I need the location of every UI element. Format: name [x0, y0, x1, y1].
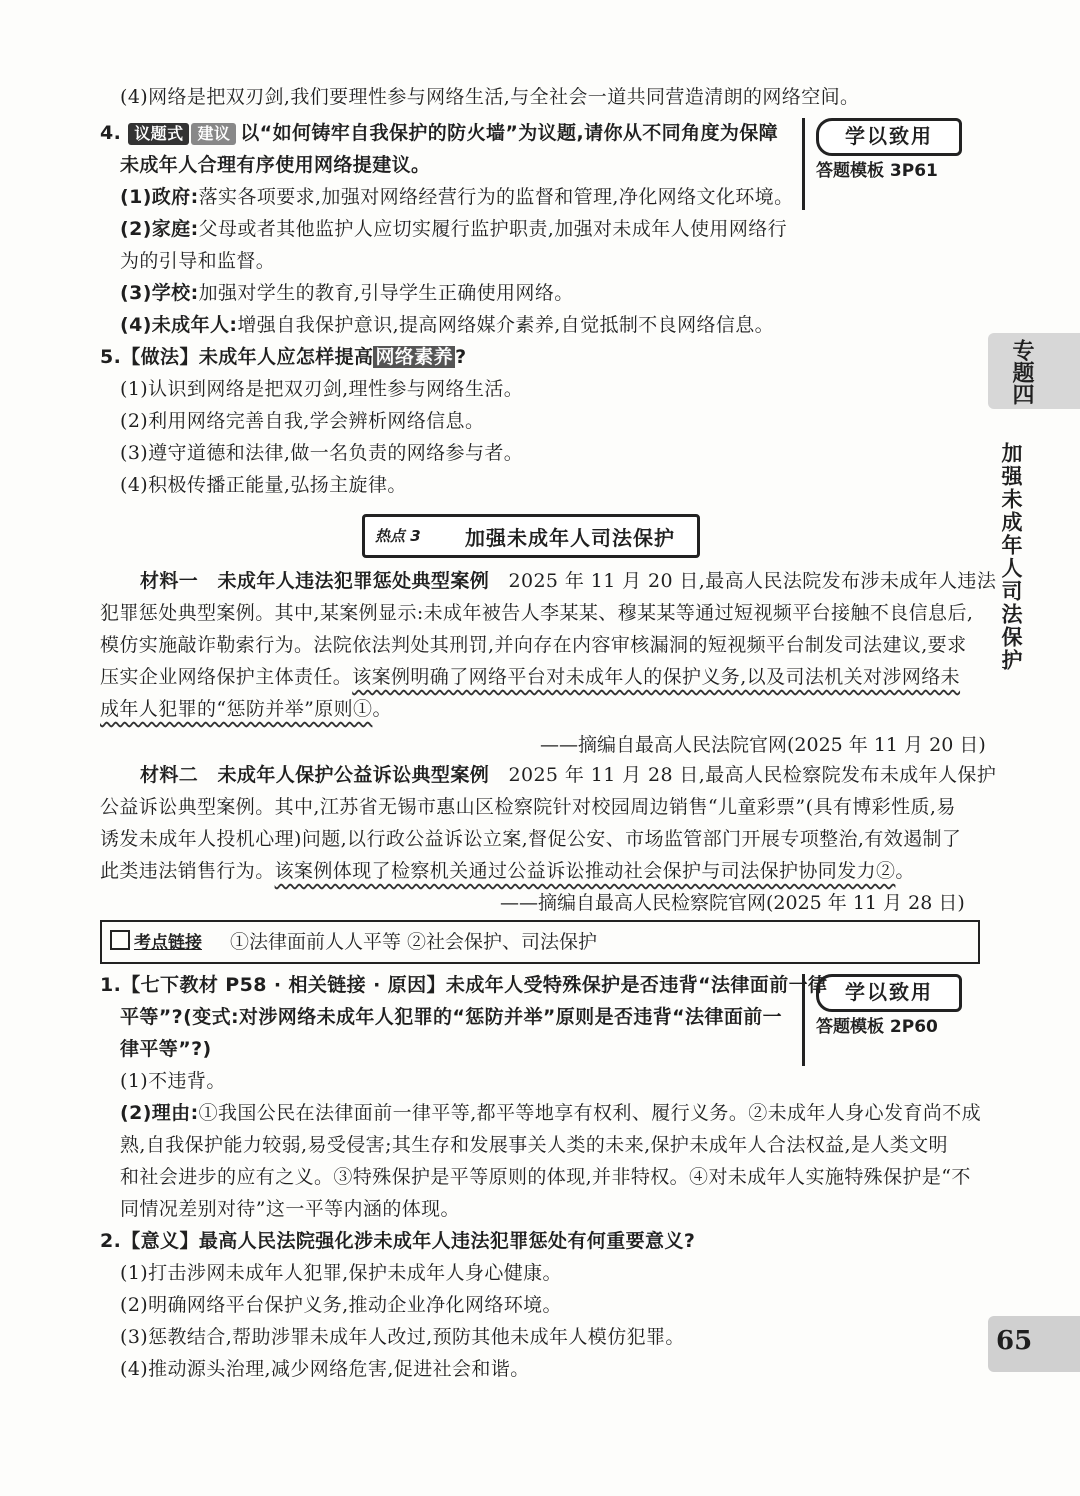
material2-source: ——摘编自最高人民检察院官网(2025 年 11 月 28 日) — [500, 892, 965, 914]
q4-a3-label: (3)学校: — [120, 282, 199, 304]
p2-title: 2.【意义】最高人民法院强化涉未成年人违法犯罪惩处有何重要意义? — [100, 1230, 696, 1252]
exam-point-label-text: 考点链接 — [134, 933, 202, 953]
q4-a3-text: 加强对学生的教育,引导学生正确使用网络。 — [198, 282, 574, 304]
material2-label: 材料二 — [140, 764, 199, 786]
top-line: (4)网络是把双刃剑,我们要理性参与网络生活,与全社会一道共同营造清朗的网络空间。 — [120, 86, 860, 108]
q5-title-a: 5.【做法】未成年人应怎样提高 — [100, 346, 374, 368]
q4-a4-label: (4)未成年人: — [120, 314, 238, 336]
q4-answer-2b: 为的引导和监督。 — [120, 250, 276, 272]
q4-number: 4. — [100, 122, 122, 144]
p1-answer-2b: 熟,自我保护能力较弱,易受侵害;其生存和发展事关人类的未来,保护未成年人合法权益,是人类文明 — [120, 1134, 948, 1156]
q5-answer-4: (4)积极传播正能量,弘扬主旋律。 — [120, 474, 407, 496]
q4-tag-topic: 议题式 — [128, 123, 189, 145]
q4-title-line1 — [100, 118, 778, 148]
answer-template-ref: 答题模板 3P61 — [816, 161, 938, 181]
exam-point-label — [110, 928, 202, 953]
material2-line3: 诱发未成年人投机心理)问题,以行政公益诉讼立案,督促公安、市场监管部门开展专项整治,有效遏制了 — [100, 828, 962, 850]
material2-key-point: 该案例体现了检察机关通过公益诉讼推动社会保护与司法保护协同发力② — [274, 860, 896, 882]
p1-a2-text: ①我国公民在法律面前一律平等,都平等地享有权利、履行义务。②未成年人身心发育尚不成 — [198, 1102, 982, 1124]
p1-answer-2 — [120, 1098, 981, 1128]
page-number: 65 — [996, 1326, 1033, 1356]
material1-text4a: 压实企业网络保护主体责任。 — [100, 666, 353, 688]
p1-answer-1: (1)不违背。 — [120, 1070, 226, 1092]
material2-text1: 2025 年 11 月 28 日,最高人民检察院发布未成年人保护 — [508, 764, 997, 786]
p1-answer-2c: 和社会进步的应有之义。③特殊保护是平等原则的体现,并非特权。④对未成年人实施特殊保护是“不 — [120, 1166, 971, 1188]
pencil-icon — [110, 930, 130, 950]
material1-text1: 2025 年 11 月 20 日,最高人民法院发布涉未成年人违法 — [508, 570, 997, 592]
material2-line4 — [100, 856, 915, 886]
material2-line1 — [140, 760, 996, 790]
p2-answer-3: (3)惩教结合,帮助涉罪未成年人改过,预防其他未成年人模仿犯罪。 — [120, 1326, 685, 1348]
q4-title-a: 以“如何铸牢自我保护的防火墙”为议题,请你从不同角度为保障 — [240, 122, 779, 144]
q5-answer-2: (2)利用网络完善自我,学会辨析网络信息。 — [120, 410, 485, 432]
p1-answer-2d: 同情况差别对待”这一平等内涵的体现。 — [120, 1198, 460, 1220]
practice-pill: 学以致用 — [816, 974, 962, 1012]
exam-point-items: ①法律面前人人平等 ②社会保护、司法保护 — [230, 931, 598, 953]
practice-pill: 学以致用 — [816, 118, 962, 156]
material1-heading: 未成年人违法犯罪惩处典型案例 — [217, 570, 490, 592]
p1-title-line3: 律平等”?) — [120, 1038, 212, 1060]
topic-tab — [988, 333, 1080, 409]
material2-period: 。 — [895, 860, 915, 882]
material2-line2: 公益诉讼典型案例。其中,江苏省无锡市惠山区检察院针对校园周边销售“儿童彩票”(具有博彩性质,易 — [100, 796, 956, 818]
material1-period: 。 — [372, 698, 392, 720]
practice-box-bar — [802, 118, 805, 210]
practice-box-2 — [802, 974, 972, 1066]
exam-point-link-box — [100, 920, 980, 964]
q4-answer-3 — [120, 278, 574, 308]
q5-title-b: ? — [455, 346, 467, 368]
hotspot-header — [362, 514, 700, 558]
q5-answer-3: (3)遵守道德和法律,做一名负责的网络参与者。 — [120, 442, 524, 464]
p2-answer-1: (1)打击涉网未成年人犯罪,保护未成年人身心健康。 — [120, 1262, 562, 1284]
q4-tag-advice: 建议 — [191, 123, 236, 145]
material1-line3: 模仿实施敲诈勒索行为。法院依法判处其刑罚,并向存在内容审核漏洞的短视频平台制发司法建议,要求 — [100, 634, 967, 656]
p2-answer-2: (2)明确网络平台保护义务,推动企业净化网络环境。 — [120, 1294, 562, 1316]
p2-answer-4: (4)推动源头治理,减少网络危害,促进社会和谐。 — [120, 1358, 530, 1380]
material1-label: 材料一 — [140, 570, 199, 592]
p1-a2-label: (2)理由: — [120, 1102, 199, 1124]
vertical-chapter-title: 加强未成年人司法保护 — [999, 442, 1023, 672]
material1-key-point: 该案例明确了网络平台对未成年人的保护义务,以及司法机关对涉网络未 — [352, 666, 961, 688]
q4-a2-text: 父母或者其他监护人应切实履行监护职责,加强对未成年人使用网络行 — [198, 218, 788, 240]
q4-answer-4 — [120, 310, 774, 340]
material2-heading: 未成年人保护公益诉讼典型案例 — [217, 764, 490, 786]
practice-box-1 — [802, 118, 972, 210]
q4-answer-2 — [120, 214, 787, 244]
page-number-tab — [988, 1316, 1080, 1372]
q4-answer-1 — [120, 182, 793, 212]
q5-title — [100, 342, 466, 372]
hotspot-number: 热点 3 — [375, 527, 421, 545]
q4-title-line2: 未成年人合理有序使用网络提建议。 — [120, 154, 431, 176]
material1-line2: 犯罪惩处典型案例。其中,某案例显示:未成年被告人李某某、穆某某等通过短视频平台接触不良信息后, — [100, 602, 974, 624]
q4-a1-label: (1)政府: — [120, 186, 199, 208]
material1-line5 — [100, 694, 392, 724]
material1-line4 — [100, 662, 960, 692]
q5-answer-1: (1)认识到网络是把双刃剑,理性参与网络生活。 — [120, 378, 524, 400]
p1-title-line1: 1.【七下教材 P58 · 相关链接 · 原因】未成年人受特殊保护是否违背“法律面前一律 — [100, 974, 828, 996]
answer-template-ref: 答题模板 2P60 — [816, 1017, 938, 1037]
q4-a1-text: 落实各项要求,加强对网络经营行为的监督和管理,净化网络文化环境。 — [198, 186, 794, 208]
hotspot-title: 加强未成年人司法保护 — [465, 526, 675, 550]
q4-a2-label: (2)家庭: — [120, 218, 199, 240]
material2-text4a: 此类违法销售行为。 — [100, 860, 275, 882]
material1-key-point-end: 成年人犯罪的“惩防并举”原则① — [100, 698, 373, 720]
q4-a4-text: 增强自我保护意识,提高网络媒介素养,自觉抵制不良网络信息。 — [237, 314, 775, 336]
topic-tab-label: 专题四 — [1009, 339, 1034, 405]
material1-source: ——摘编自最高人民法院官网(2025 年 11 月 20 日) — [540, 734, 986, 756]
q5-highlight: 网络素养 — [375, 346, 454, 368]
material1-line1 — [140, 566, 996, 596]
p1-title-line2: 平等”?(变式:对涉网络未成年人犯罪的“惩防并举”原则是否违背“法律面前一 — [120, 1006, 783, 1028]
